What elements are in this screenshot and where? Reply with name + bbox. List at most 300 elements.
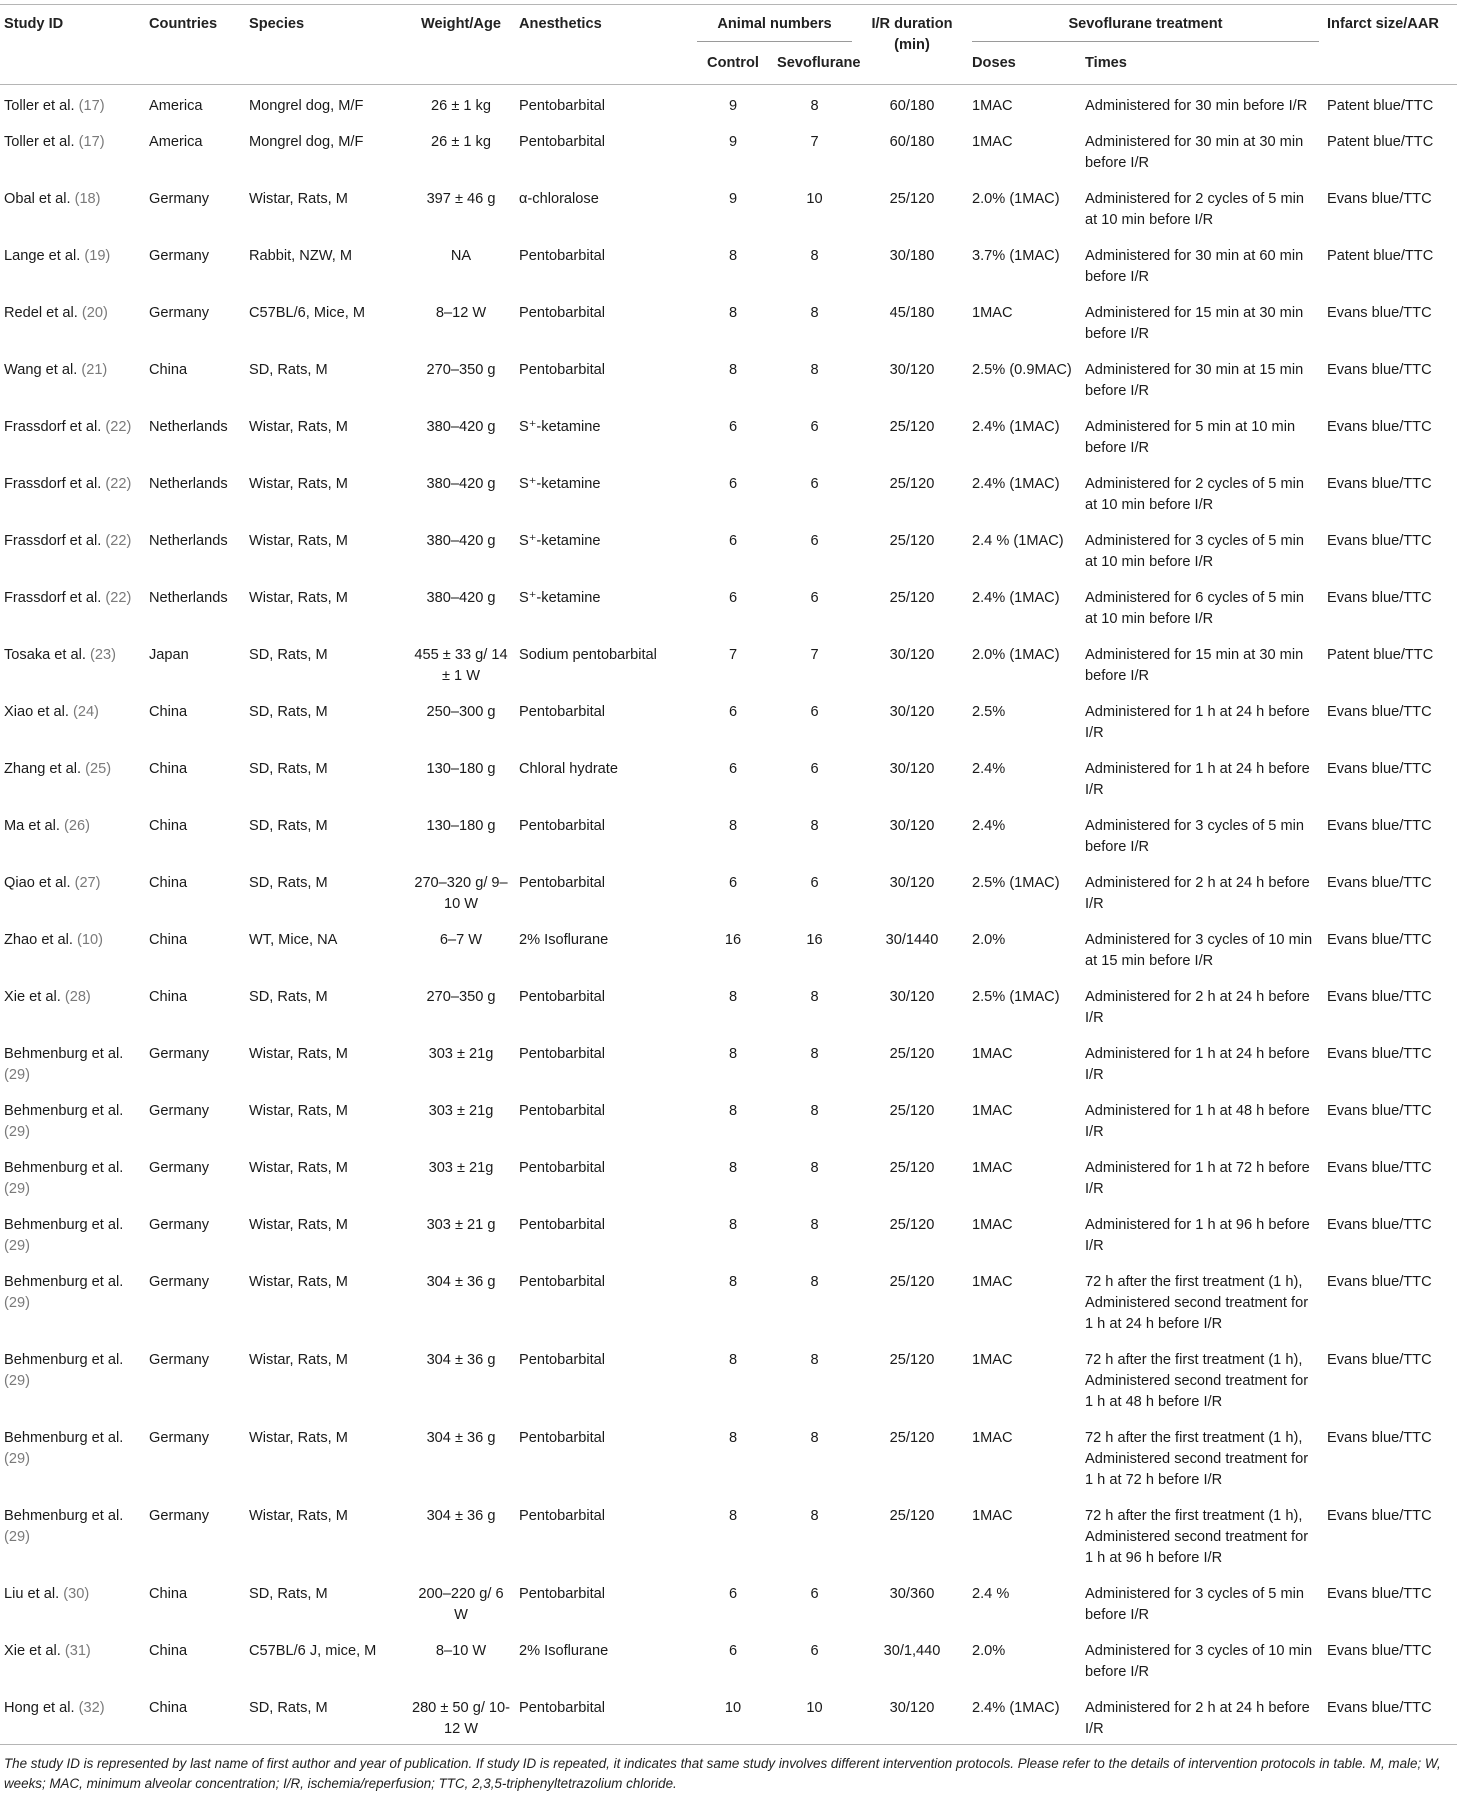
cell-weight: 304 ± 36 g	[407, 1417, 515, 1495]
cell-species: Mongrel dog, M/F	[245, 121, 407, 178]
study-author: Behmenburg et al.	[4, 1046, 123, 1062]
cell-anesthetic: S⁺-ketamine	[515, 463, 693, 520]
cell-study-id	[0, 1339, 145, 1417]
cell-dose: 2.4%	[968, 805, 1081, 862]
table-row	[0, 1630, 1457, 1687]
cell-control: 16	[693, 919, 773, 976]
cell-control: 6	[693, 1630, 773, 1687]
study-author: Qiao et al.	[4, 875, 75, 891]
cell-control: 9	[693, 178, 773, 235]
cell-dose: 2.4 %	[968, 1573, 1081, 1630]
cell-infarct: Evans blue/TTC	[1323, 520, 1457, 577]
cell-ir: 30/120	[856, 805, 968, 862]
cell-dose: 2.4%	[968, 748, 1081, 805]
cell-dose: 1MAC	[968, 1339, 1081, 1417]
cell-dose: 2.0%	[968, 919, 1081, 976]
cell-infarct: Evans blue/TTC	[1323, 1339, 1457, 1417]
cell-anesthetic: Pentobarbital	[515, 862, 693, 919]
cell-dose: 2.0%	[968, 1630, 1081, 1687]
cell-weight: 380–420 g	[407, 406, 515, 463]
cell-weight: 304 ± 36 g	[407, 1339, 515, 1417]
cell-country: Germany	[145, 1147, 245, 1204]
cell-ir: 45/180	[856, 292, 968, 349]
cell-sevo: 8	[773, 805, 856, 862]
cell-times: Administered for 2 cycles of 5 min at 10 min before I/R	[1081, 463, 1323, 520]
reference-link[interactable]: (29)	[4, 1067, 30, 1083]
cell-weight: 250–300 g	[407, 691, 515, 748]
cell-infarct: Evans blue/TTC	[1323, 1147, 1457, 1204]
cell-times: Administered for 3 cycles of 5 min before I/R	[1081, 805, 1323, 862]
cell-study-id	[0, 1147, 145, 1204]
cell-study-id	[0, 1090, 145, 1147]
cell-dose: 2.4% (1MAC)	[968, 1687, 1081, 1745]
table-row	[0, 1261, 1457, 1339]
cell-ir: 25/120	[856, 520, 968, 577]
cell-infarct: Evans blue/TTC	[1323, 1204, 1457, 1261]
cell-anesthetic: S⁺-ketamine	[515, 520, 693, 577]
cell-weight: 270–350 g	[407, 349, 515, 406]
reference-link[interactable]: (29)	[4, 1451, 30, 1467]
cell-times: 72 h after the first treatment (1 h), Administered second treatment for 1 h at 72 h before I/R	[1081, 1417, 1323, 1495]
cell-sevo: 8	[773, 1261, 856, 1339]
cell-weight: 130–180 g	[407, 805, 515, 862]
cell-times: Administered for 1 h at 48 h before I/R	[1081, 1090, 1323, 1147]
reference-link[interactable]: (26)	[64, 818, 90, 834]
reference-link[interactable]: (28)	[65, 989, 91, 1005]
cell-times: Administered for 3 cycles of 10 min before I/R	[1081, 1630, 1323, 1687]
study-author: Behmenburg et al.	[4, 1217, 123, 1233]
study-author: Hong et al.	[4, 1700, 79, 1716]
cell-ir: 60/180	[856, 121, 968, 178]
table-row	[0, 406, 1457, 463]
study-author: Behmenburg et al.	[4, 1508, 123, 1524]
cell-weight: 397 ± 46 g	[407, 178, 515, 235]
cell-times: Administered for 3 cycles of 5 min at 10 min before I/R	[1081, 520, 1323, 577]
cell-country: Germany	[145, 1495, 245, 1573]
cell-weight: 130–180 g	[407, 748, 515, 805]
cell-sevo: 6	[773, 1630, 856, 1687]
cell-times: Administered for 3 cycles of 10 min at 15 min before I/R	[1081, 919, 1323, 976]
cell-anesthetic: Sodium pentobarbital	[515, 634, 693, 691]
reference-link[interactable]: (22)	[105, 533, 131, 549]
header-control: Control	[693, 44, 773, 85]
cell-weight: 380–420 g	[407, 520, 515, 577]
header-infarct-size: Infarct size/AAR	[1323, 5, 1457, 85]
reference-link[interactable]: (22)	[105, 590, 131, 606]
cell-dose: 1MAC	[968, 1033, 1081, 1090]
reference-link[interactable]: (22)	[105, 476, 131, 492]
cell-study-id	[0, 121, 145, 178]
cell-country: China	[145, 1573, 245, 1630]
cell-infarct: Evans blue/TTC	[1323, 1495, 1457, 1573]
cell-anesthetic: Pentobarbital	[515, 121, 693, 178]
reference-link[interactable]: (10)	[77, 932, 103, 948]
cell-anesthetic: Pentobarbital	[515, 1687, 693, 1745]
cell-dose: 2.0% (1MAC)	[968, 178, 1081, 235]
cell-country: China	[145, 862, 245, 919]
cell-species: Wistar, Rats, M	[245, 1417, 407, 1495]
cell-control: 6	[693, 748, 773, 805]
cell-study-id	[0, 1573, 145, 1630]
reference-link[interactable]: (22)	[105, 419, 131, 435]
cell-sevo: 8	[773, 976, 856, 1033]
cell-sevo: 6	[773, 862, 856, 919]
cell-times: Administered for 3 cycles of 5 min before I/R	[1081, 1573, 1323, 1630]
cell-study-id	[0, 1687, 145, 1745]
cell-species: Rabbit, NZW, M	[245, 235, 407, 292]
cell-infarct: Evans blue/TTC	[1323, 919, 1457, 976]
table-row	[0, 634, 1457, 691]
cell-ir: 25/120	[856, 1261, 968, 1339]
cell-sevo: 6	[773, 748, 856, 805]
cell-times: Administered for 2 h at 24 h before I/R	[1081, 862, 1323, 919]
reference-link[interactable]: (29)	[4, 1529, 30, 1545]
cell-times: Administered for 30 min at 30 min before I/R	[1081, 121, 1323, 178]
reference-link[interactable]: (19)	[84, 248, 110, 264]
cell-sevo: 16	[773, 919, 856, 976]
cell-country: China	[145, 1687, 245, 1745]
header-ir-duration: I/R duration (min)	[856, 5, 968, 85]
cell-infarct: Patent blue/TTC	[1323, 85, 1457, 122]
cell-sevo: 8	[773, 85, 856, 122]
cell-country: Germany	[145, 1339, 245, 1417]
study-author: Redel et al.	[4, 305, 82, 321]
cell-ir: 25/120	[856, 178, 968, 235]
table-row	[0, 178, 1457, 235]
cell-weight: 304 ± 36 g	[407, 1261, 515, 1339]
cell-times: Administered for 1 h at 24 h before I/R	[1081, 748, 1323, 805]
table-row	[0, 292, 1457, 349]
study-author: Zhang et al.	[4, 761, 85, 777]
cell-country: Germany	[145, 292, 245, 349]
cell-country: Germany	[145, 235, 245, 292]
cell-anesthetic: Pentobarbital	[515, 349, 693, 406]
study-author: Behmenburg et al.	[4, 1103, 123, 1119]
cell-country: China	[145, 691, 245, 748]
cell-sevo: 10	[773, 1687, 856, 1745]
header-countries: Countries	[145, 5, 245, 85]
table-row	[0, 1147, 1457, 1204]
reference-link[interactable]: (29)	[4, 1124, 30, 1140]
reference-link[interactable]: (17)	[79, 98, 105, 114]
table-row	[0, 1687, 1457, 1745]
header-study-id: Study ID	[0, 5, 145, 85]
cell-weight: NA	[407, 235, 515, 292]
cell-country: China	[145, 919, 245, 976]
reference-link[interactable]: (29)	[4, 1181, 30, 1197]
cell-times: Administered for 5 min at 10 min before I/R	[1081, 406, 1323, 463]
study-author: Toller et al.	[4, 134, 79, 150]
cell-species: SD, Rats, M	[245, 1573, 407, 1630]
table-row	[0, 520, 1457, 577]
cell-anesthetic: Pentobarbital	[515, 691, 693, 748]
cell-control: 8	[693, 1495, 773, 1573]
cell-times: Administered for 15 min at 30 min before I/R	[1081, 634, 1323, 691]
cell-times: Administered for 1 h at 24 h before I/R	[1081, 691, 1323, 748]
cell-weight: 303 ± 21g	[407, 1033, 515, 1090]
cell-control: 8	[693, 1417, 773, 1495]
table-row	[0, 1204, 1457, 1261]
cell-anesthetic: 2% Isoflurane	[515, 919, 693, 976]
table-row	[0, 919, 1457, 976]
reference-link[interactable]: (23)	[90, 647, 116, 663]
cell-country: Germany	[145, 1090, 245, 1147]
cell-sevo: 10	[773, 178, 856, 235]
cell-weight: 200–220 g/ 6 W	[407, 1573, 515, 1630]
cell-ir: 30/120	[856, 976, 968, 1033]
cell-ir: 30/120	[856, 349, 968, 406]
cell-times: Administered for 2 h at 24 h before I/R	[1081, 1687, 1323, 1745]
cell-species: Wistar, Rats, M	[245, 577, 407, 634]
cell-anesthetic: Pentobarbital	[515, 1261, 693, 1339]
cell-ir: 30/120	[856, 691, 968, 748]
header-animal-numbers: Animal numbers	[693, 5, 856, 45]
cell-study-id	[0, 349, 145, 406]
cell-anesthetic: Pentobarbital	[515, 1090, 693, 1147]
cell-dose: 1MAC	[968, 85, 1081, 122]
study-author: Behmenburg et al.	[4, 1352, 123, 1368]
cell-species: SD, Rats, M	[245, 862, 407, 919]
cell-species: Wistar, Rats, M	[245, 178, 407, 235]
cell-anesthetic: Chloral hydrate	[515, 748, 693, 805]
cell-dose: 2.5% (0.9MAC)	[968, 349, 1081, 406]
cell-sevo: 6	[773, 406, 856, 463]
cell-ir: 25/120	[856, 406, 968, 463]
header-doses: Doses	[968, 44, 1081, 85]
cell-ir: 30/120	[856, 1687, 968, 1745]
study-author: Zhao et al.	[4, 932, 77, 948]
cell-dose: 1MAC	[968, 1147, 1081, 1204]
cell-times: Administered for 1 h at 24 h before I/R	[1081, 1033, 1323, 1090]
cell-country: Germany	[145, 1417, 245, 1495]
table-body	[0, 85, 1457, 1745]
study-author: Frassdorf et al.	[4, 476, 105, 492]
cell-anesthetic: Pentobarbital	[515, 805, 693, 862]
cell-ir: 30/120	[856, 748, 968, 805]
cell-weight: 380–420 g	[407, 577, 515, 634]
table-row	[0, 805, 1457, 862]
cell-study-id	[0, 976, 145, 1033]
cell-sevo: 6	[773, 577, 856, 634]
study-characteristics-table	[0, 4, 1457, 1794]
cell-times: Administered for 30 min at 15 min before I/R	[1081, 349, 1323, 406]
table-row	[0, 577, 1457, 634]
cell-anesthetic: S⁺-ketamine	[515, 406, 693, 463]
cell-species: Wistar, Rats, M	[245, 1339, 407, 1417]
reference-link[interactable]: (30)	[63, 1586, 89, 1602]
study-author: Xie et al.	[4, 989, 65, 1005]
cell-control: 6	[693, 1573, 773, 1630]
cell-study-id	[0, 1630, 145, 1687]
reference-link[interactable]: (32)	[79, 1700, 105, 1716]
study-author: Obal et al.	[4, 191, 75, 207]
study-author: Xie et al.	[4, 1643, 65, 1659]
study-author: Lange et al.	[4, 248, 84, 264]
cell-ir: 30/120	[856, 862, 968, 919]
cell-ir: 30/1440	[856, 919, 968, 976]
cell-ir: 25/120	[856, 577, 968, 634]
cell-country: Germany	[145, 1033, 245, 1090]
reference-link[interactable]: (29)	[4, 1295, 30, 1311]
cell-times: Administered for 2 h at 24 h before I/R	[1081, 976, 1323, 1033]
header-sevoflurane: Sevoflurane	[773, 44, 856, 85]
cell-sevo: 6	[773, 1573, 856, 1630]
cell-control: 6	[693, 463, 773, 520]
cell-species: Wistar, Rats, M	[245, 1204, 407, 1261]
cell-times: Administered for 2 cycles of 5 min at 10 min before I/R	[1081, 178, 1323, 235]
cell-sevo: 6	[773, 463, 856, 520]
table-row	[0, 748, 1457, 805]
cell-infarct: Patent blue/TTC	[1323, 634, 1457, 691]
cell-anesthetic: Pentobarbital	[515, 235, 693, 292]
reference-link[interactable]: (17)	[79, 134, 105, 150]
cell-dose: 1MAC	[968, 1204, 1081, 1261]
reference-link[interactable]: (18)	[75, 191, 101, 207]
cell-times: 72 h after the first treatment (1 h), Administered second treatment for 1 h at 48 h before I/R	[1081, 1339, 1323, 1417]
cell-control: 8	[693, 1090, 773, 1147]
cell-anesthetic: Pentobarbital	[515, 1204, 693, 1261]
cell-control: 8	[693, 349, 773, 406]
reference-link[interactable]: (29)	[4, 1373, 30, 1389]
cell-species: SD, Rats, M	[245, 1687, 407, 1745]
table-row	[0, 1495, 1457, 1573]
cell-dose: 1MAC	[968, 121, 1081, 178]
cell-dose: 3.7% (1MAC)	[968, 235, 1081, 292]
reference-link[interactable]: (20)	[82, 305, 108, 321]
study-author: Frassdorf et al.	[4, 419, 105, 435]
cell-sevo: 8	[773, 349, 856, 406]
reference-link[interactable]: (31)	[65, 1643, 91, 1659]
table-row	[0, 1090, 1457, 1147]
study-author: Frassdorf et al.	[4, 590, 105, 606]
cell-sevo: 8	[773, 235, 856, 292]
cell-infarct: Evans blue/TTC	[1323, 349, 1457, 406]
cell-study-id	[0, 919, 145, 976]
cell-ir: 30/180	[856, 235, 968, 292]
cell-times: Administered for 15 min at 30 min before I/R	[1081, 292, 1323, 349]
reference-link[interactable]: (27)	[75, 875, 101, 891]
cell-sevo: 8	[773, 1147, 856, 1204]
cell-ir: 25/120	[856, 1033, 968, 1090]
cell-dose: 1MAC	[968, 1261, 1081, 1339]
cell-control: 10	[693, 1687, 773, 1745]
study-author: Toller et al.	[4, 98, 79, 114]
cell-sevo: 7	[773, 634, 856, 691]
cell-control: 9	[693, 85, 773, 122]
cell-sevo: 8	[773, 1033, 856, 1090]
cell-study-id	[0, 520, 145, 577]
cell-control: 8	[693, 235, 773, 292]
cell-control: 8	[693, 976, 773, 1033]
header-anesthetics: Anesthetics	[515, 5, 693, 85]
cell-control: 9	[693, 121, 773, 178]
cell-ir: 25/120	[856, 1090, 968, 1147]
cell-anesthetic: Pentobarbital	[515, 85, 693, 122]
cell-country: China	[145, 748, 245, 805]
cell-sevo: 8	[773, 292, 856, 349]
cell-sevo: 7	[773, 121, 856, 178]
cell-species: SD, Rats, M	[245, 805, 407, 862]
cell-study-id	[0, 691, 145, 748]
cell-country: China	[145, 349, 245, 406]
cell-species: WT, Mice, NA	[245, 919, 407, 976]
cell-country: China	[145, 1630, 245, 1687]
cell-ir: 25/120	[856, 463, 968, 520]
cell-country: Japan	[145, 634, 245, 691]
cell-country: China	[145, 976, 245, 1033]
cell-study-id	[0, 577, 145, 634]
cell-country: America	[145, 85, 245, 122]
cell-control: 8	[693, 292, 773, 349]
cell-weight: 8–10 W	[407, 1630, 515, 1687]
cell-sevo: 8	[773, 1339, 856, 1417]
cell-ir: 25/120	[856, 1339, 968, 1417]
table-row	[0, 235, 1457, 292]
cell-study-id	[0, 292, 145, 349]
study-author: Behmenburg et al.	[4, 1274, 123, 1290]
cell-anesthetic: S⁺-ketamine	[515, 577, 693, 634]
cell-control: 8	[693, 1147, 773, 1204]
cell-study-id	[0, 406, 145, 463]
cell-anesthetic: Pentobarbital	[515, 976, 693, 1033]
cell-species: Wistar, Rats, M	[245, 1261, 407, 1339]
table-row	[0, 862, 1457, 919]
cell-weight: 303 ± 21 g	[407, 1204, 515, 1261]
cell-weight: 8–12 W	[407, 292, 515, 349]
cell-study-id	[0, 1417, 145, 1495]
cell-infarct: Evans blue/TTC	[1323, 463, 1457, 520]
cell-times: Administered for 1 h at 96 h before I/R	[1081, 1204, 1323, 1261]
cell-ir: 60/180	[856, 85, 968, 122]
cell-ir: 25/120	[856, 1417, 968, 1495]
cell-species: SD, Rats, M	[245, 691, 407, 748]
cell-species: C57BL/6 J, mice, M	[245, 1630, 407, 1687]
reference-link[interactable]: (24)	[73, 704, 99, 720]
cell-ir: 25/120	[856, 1495, 968, 1573]
cell-species: SD, Rats, M	[245, 976, 407, 1033]
reference-link[interactable]: (29)	[4, 1238, 30, 1254]
study-author: Xiao et al.	[4, 704, 73, 720]
reference-link[interactable]: (25)	[85, 761, 111, 777]
cell-control: 8	[693, 1339, 773, 1417]
cell-weight: 26 ± 1 kg	[407, 85, 515, 122]
cell-control: 8	[693, 1261, 773, 1339]
cell-control: 8	[693, 805, 773, 862]
reference-link[interactable]: (21)	[81, 362, 107, 378]
cell-sevo: 6	[773, 691, 856, 748]
cell-species: SD, Rats, M	[245, 748, 407, 805]
cell-anesthetic: Pentobarbital	[515, 1339, 693, 1417]
table-row	[0, 1417, 1457, 1495]
study-author: Behmenburg et al.	[4, 1430, 123, 1446]
header-sevoflurane-treatment: Sevoflurane treatment	[968, 5, 1323, 45]
cell-infarct: Patent blue/TTC	[1323, 121, 1457, 178]
table-row	[0, 463, 1457, 520]
cell-infarct: Evans blue/TTC	[1323, 1573, 1457, 1630]
cell-species: C57BL/6, Mice, M	[245, 292, 407, 349]
cell-country: Germany	[145, 1261, 245, 1339]
header-times: Times	[1081, 44, 1323, 85]
cell-weight: 6–7 W	[407, 919, 515, 976]
cell-infarct: Patent blue/TTC	[1323, 235, 1457, 292]
cell-anesthetic: Pentobarbital	[515, 1573, 693, 1630]
cell-weight: 26 ± 1 kg	[407, 121, 515, 178]
cell-species: Mongrel dog, M/F	[245, 85, 407, 122]
cell-infarct: Evans blue/TTC	[1323, 1261, 1457, 1339]
cell-anesthetic: Pentobarbital	[515, 1495, 693, 1573]
cell-weight: 455 ± 33 g/ 14 ± 1 W	[407, 634, 515, 691]
cell-study-id	[0, 235, 145, 292]
